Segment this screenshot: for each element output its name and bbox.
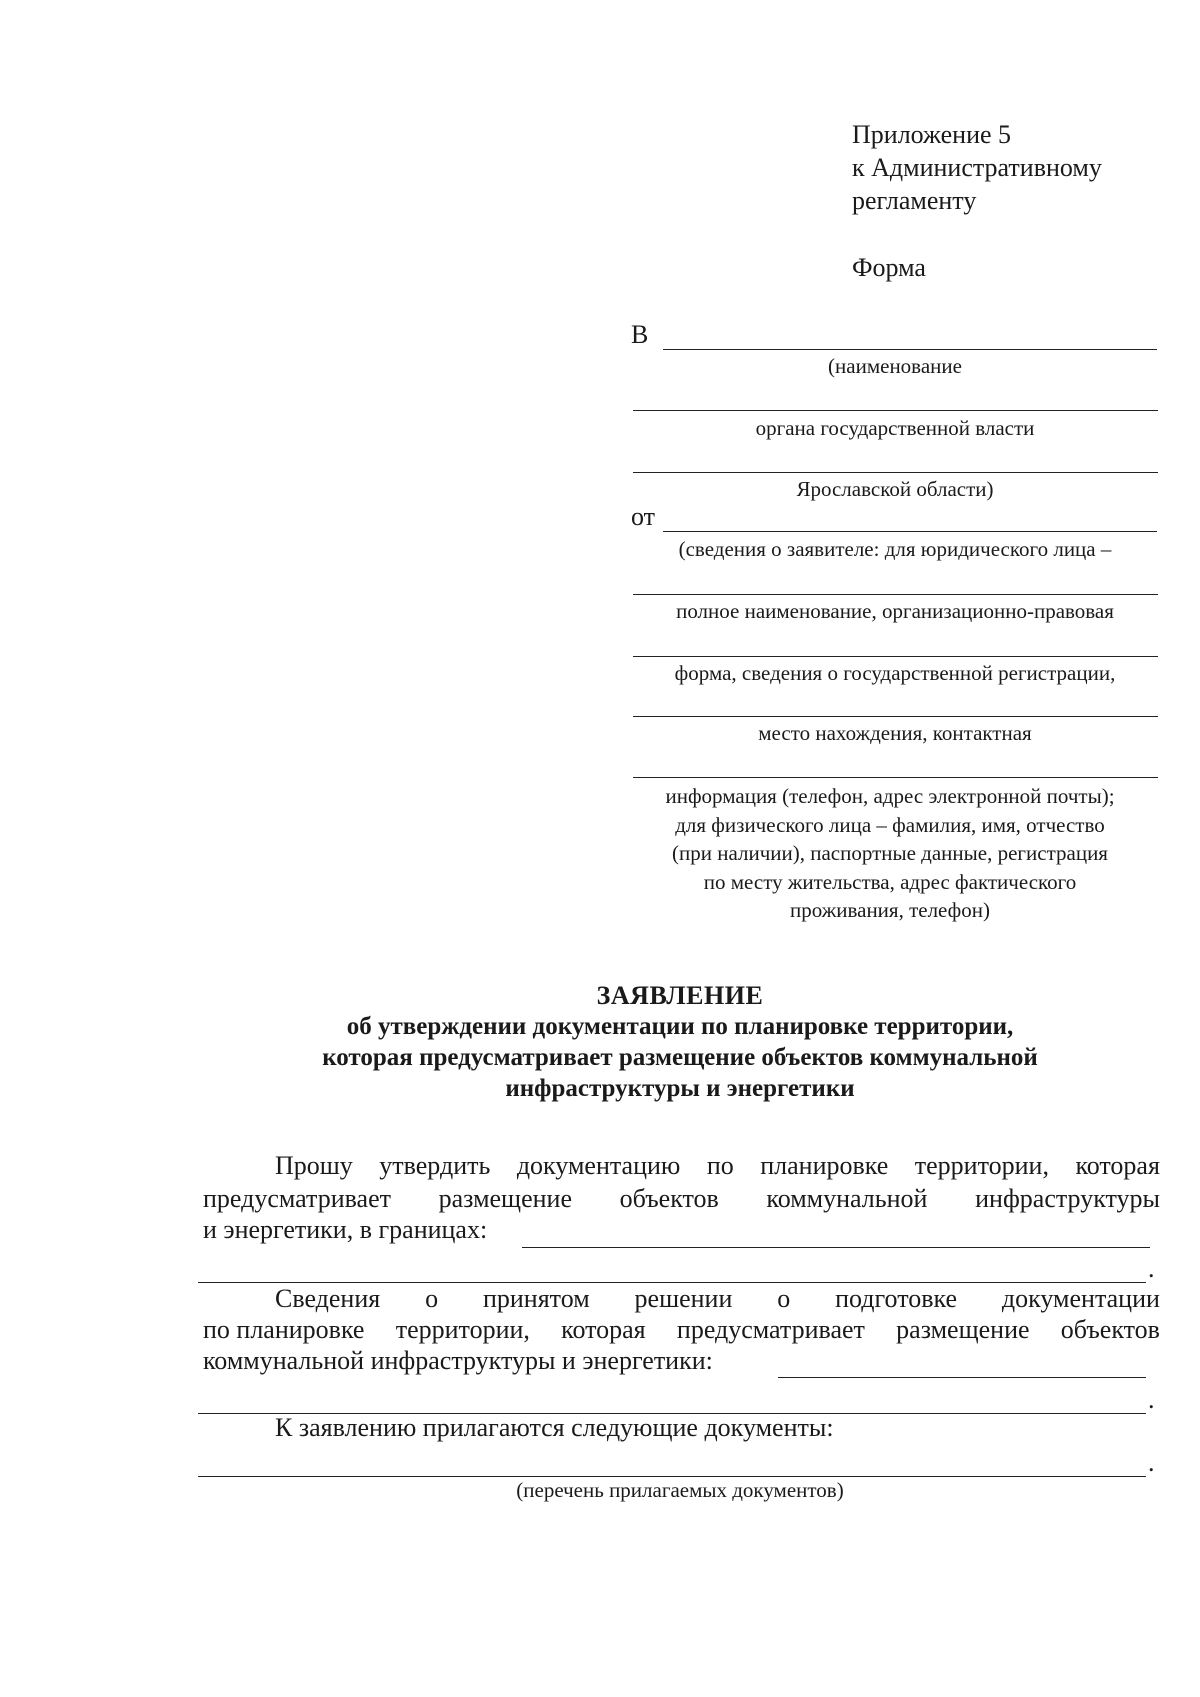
title-line-3: инфраструктуры и энергетики bbox=[505, 1075, 855, 1102]
addressee-caption-1: (наименование bbox=[828, 354, 962, 378]
title-line-1: об утверждении документации по планировке территории, bbox=[346, 1013, 1014, 1040]
p1-word: территории, bbox=[914, 1151, 1049, 1180]
appendix-header bbox=[852, 118, 1102, 217]
p2-word: размещение bbox=[896, 1315, 1030, 1344]
appendix-line-1: Приложение 5 bbox=[852, 120, 1012, 149]
p1-word: инфраструктуры bbox=[975, 1184, 1160, 1213]
addressee-line-2[interactable] bbox=[633, 410, 1158, 411]
appendix-line-2: к Административному bbox=[852, 153, 1102, 182]
p2-line-3: коммунальной инфраструктуры и энергетики: bbox=[203, 1346, 713, 1375]
p1-word: утвердить bbox=[379, 1151, 491, 1180]
p2-word: территории, bbox=[395, 1315, 530, 1344]
applicant-caption-block-1: информация (телефон, адрес электронной почты); bbox=[665, 784, 1115, 808]
p1-word: размещение bbox=[438, 1184, 572, 1213]
applicant-caption-block-4: по месту жительства, адрес фактического bbox=[703, 869, 1077, 894]
p1-line-3: и энергетики, в границах: bbox=[203, 1215, 488, 1244]
applicant-caption-4: место нахождения, контактная bbox=[758, 721, 1032, 745]
p2-word: подготовке bbox=[835, 1284, 958, 1313]
p1-word: планировке bbox=[760, 1151, 889, 1180]
appendix-line-3: регламенту bbox=[852, 186, 977, 215]
boundaries-line-1[interactable] bbox=[522, 1247, 1150, 1248]
applicant-caption-3: форма, сведения о государственной регистрации, bbox=[674, 661, 1116, 685]
p2-word: о bbox=[777, 1284, 791, 1313]
period: . bbox=[1148, 1385, 1155, 1414]
p1-word: объектов bbox=[619, 1184, 719, 1213]
applicant-line-3[interactable] bbox=[633, 656, 1158, 657]
applicant-line-4[interactable] bbox=[633, 716, 1158, 717]
decision-line-1[interactable] bbox=[778, 1377, 1146, 1378]
applicant-caption-1: (сведения о заявителе: для юридического лица – bbox=[678, 537, 1112, 561]
p3-line-1: К заявлению прилагаются следующие документы: bbox=[275, 1413, 834, 1442]
p1-word: коммунальной bbox=[766, 1184, 928, 1213]
p1-line-1 bbox=[275, 1150, 1160, 1181]
addressee-line-1[interactable] bbox=[663, 349, 1157, 350]
applicant-line-1[interactable] bbox=[663, 531, 1157, 532]
applicant-line-5[interactable] bbox=[633, 777, 1158, 778]
p1-word: которая bbox=[1075, 1151, 1160, 1180]
applicant-caption-block-5: проживания, телефон) bbox=[790, 898, 990, 922]
attachments-caption: (перечень прилагаемых документов) bbox=[516, 1478, 844, 1502]
p2-line-1 bbox=[275, 1283, 1160, 1314]
addressee-caption-2: органа государственной власти bbox=[755, 416, 1035, 440]
p2-line-2 bbox=[203, 1314, 1160, 1345]
p2-word: по планировке bbox=[203, 1315, 365, 1344]
title-line-2: которая предусматривает размещение объектов коммунальной bbox=[322, 1044, 1038, 1071]
p2-word: предусматривает bbox=[676, 1315, 865, 1344]
p2-word: Сведения bbox=[275, 1284, 381, 1313]
applicant-caption-block bbox=[630, 782, 1150, 925]
p1-word: Прошу bbox=[275, 1151, 353, 1180]
p2-word: принятом bbox=[482, 1284, 590, 1313]
p2-word: которая bbox=[561, 1315, 646, 1344]
applicant-line-2[interactable] bbox=[633, 594, 1158, 595]
p1-word: по bbox=[706, 1151, 734, 1180]
p2-word: о bbox=[425, 1284, 439, 1313]
form-label: Форма bbox=[852, 253, 926, 282]
period: . bbox=[1148, 1448, 1155, 1477]
p1-word: документацию bbox=[516, 1151, 681, 1180]
document-title bbox=[150, 980, 1200, 1104]
p2-word: объектов bbox=[1060, 1315, 1160, 1344]
applicant-caption-block-2: для физического лица – фамилия, имя, отчество bbox=[675, 812, 1105, 837]
period: . bbox=[1148, 1254, 1155, 1283]
p1-line-2 bbox=[203, 1183, 1160, 1214]
addressee-line-3[interactable] bbox=[633, 472, 1158, 473]
p1-word: предусматривает bbox=[203, 1184, 391, 1213]
applicant-prefix: от bbox=[631, 502, 656, 531]
addressee-prefix: В bbox=[631, 320, 649, 349]
p2-word: документации bbox=[1001, 1284, 1160, 1313]
title-main: ЗАЯВЛЕНИЕ bbox=[596, 981, 764, 1010]
attachments-line[interactable] bbox=[198, 1476, 1146, 1477]
applicant-caption-2: полное наименование, организационно-правовая bbox=[676, 599, 1114, 623]
applicant-caption-block-3: (при наличии), паспортные данные, регистрация bbox=[672, 841, 1108, 865]
p2-word: решении bbox=[634, 1284, 733, 1313]
addressee-caption-3: Ярославской области) bbox=[796, 477, 994, 501]
